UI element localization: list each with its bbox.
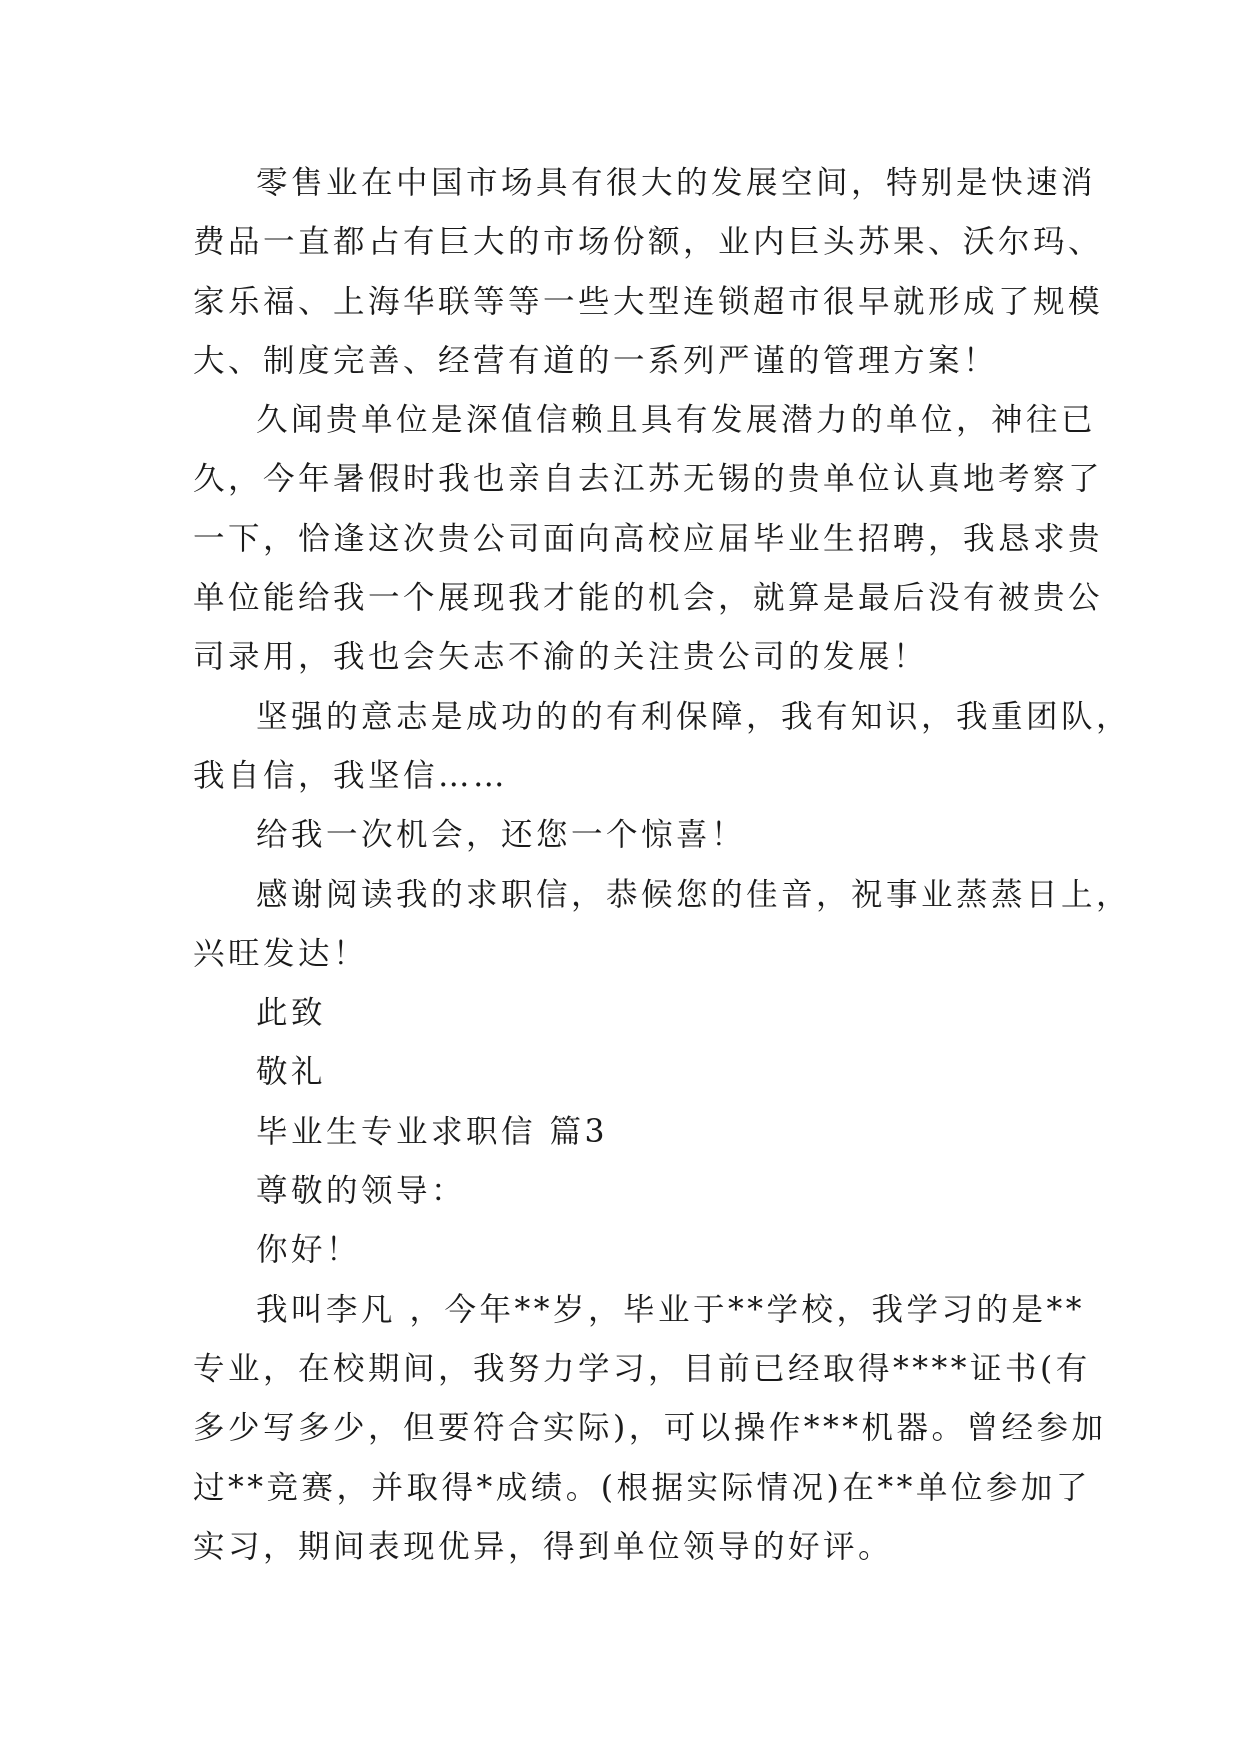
document-body: [193, 154, 1132, 1577]
text-line: 久闻贵单位是深值信赖且具有发展潜力的单位，神往已: [256, 402, 1097, 439]
text-line: 坚强的意志是成功的的有利保障，我有知识，我重团队，: [256, 698, 1132, 735]
closing-line: 敬礼: [256, 1054, 327, 1091]
text-line: 实习，期间表现优异，得到单位领导的好评。: [193, 1528, 894, 1565]
text-line: 过**竞赛，并取得*成绩。(根据实际情况)在**单位参加了: [193, 1469, 1091, 1506]
text-line: 零售业在中国市场具有很大的发展空间，特别是快速消: [256, 165, 1097, 201]
section-heading: 毕业生专业求职信 篇3: [256, 1113, 609, 1150]
text-line: 我自信，我坚信……: [193, 757, 509, 794]
text-line: 费品一直都占有巨大的市场份额，业内巨头苏果、沃尔玛、: [193, 224, 1104, 261]
text-line: 一下，恰逢这次贵公司面向高校应届毕业生招聘，我恳求贵: [193, 520, 1104, 557]
text-line: 多少写多少，但要符合实际)，可以操作***机器。曾经参加: [193, 1410, 1107, 1447]
greeting: 你好！: [256, 1232, 362, 1269]
text-line: 感谢阅读我的求职信，恭候您的佳音，祝事业蒸蒸日上，: [256, 876, 1132, 913]
text-line: 我叫李凡 ，今年**岁，毕业于**学校，我学习的是**: [256, 1291, 1086, 1328]
text-line: 单位能给我一个展现我才能的机会，就算是最后没有被贵公: [193, 580, 1104, 617]
text-line: 司录用，我也会矢志不渝的关注贵公司的发展！: [193, 639, 929, 676]
text-line: 大、制度完善、经营有道的一系列严谨的管理方案！: [193, 342, 999, 379]
text-line: 专业，在校期间，我努力学习，目前已经取得****证书(有: [193, 1350, 1091, 1387]
closing-line: 此致: [256, 995, 327, 1032]
text-line: 久，今年暑假时我也亲自去江苏无锡的贵单位认真地考察了: [193, 461, 1104, 498]
salutation: 尊敬的领导：: [256, 1173, 467, 1210]
text-line: 兴旺发达！: [193, 935, 369, 972]
text-line: 家乐福、上海华联等等一些大型连锁超市很早就形成了规模: [193, 283, 1104, 320]
text-line: 给我一次机会，还您一个惊喜！: [256, 817, 747, 854]
